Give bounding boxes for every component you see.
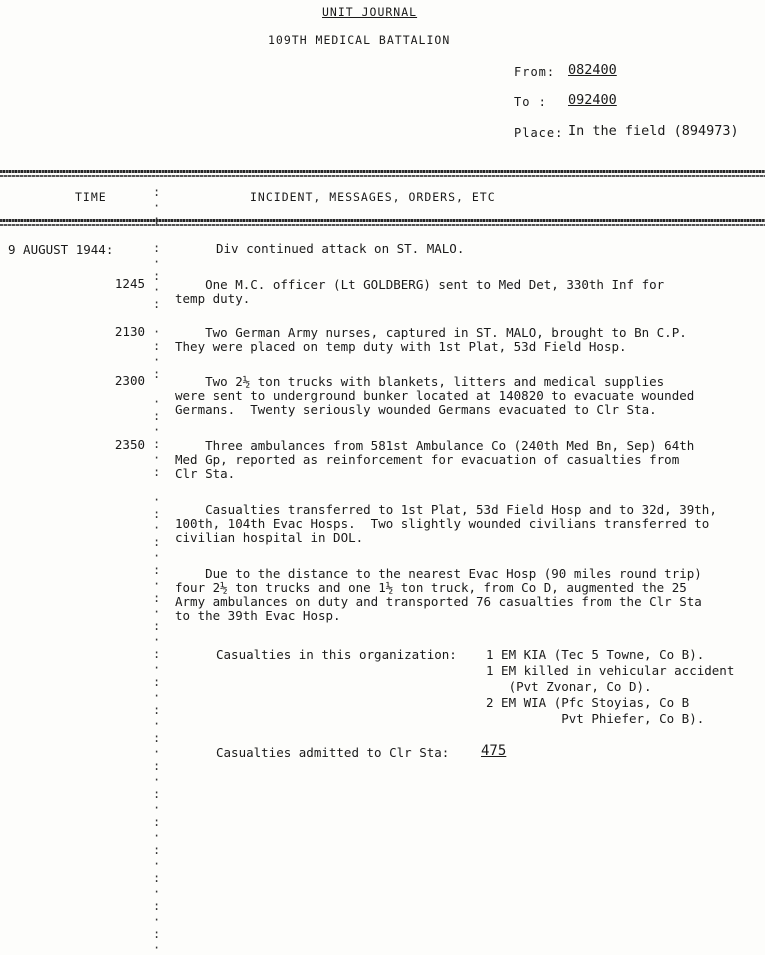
entry-line: They were placed on temp duty with 1st Plat, 53d Field Hosp. <box>175 339 627 354</box>
casualty-item: 1 EM KIA (Tec 5 Towne, Co B). <box>486 647 705 662</box>
journal-date: 9 AUGUST 1944: <box>8 242 114 257</box>
casualty-item: 2 EM WIA (Pfc Stoyias, Co B <box>486 695 690 710</box>
admitted-value: 475 <box>481 743 507 759</box>
entry-line: Med Gp, reported as reinforcement for evacuation of casualties from <box>175 452 680 467</box>
entry-3 <box>175 375 755 417</box>
entry-5 <box>175 503 755 545</box>
entry-time: 2300 <box>114 373 145 388</box>
casualty-item: Pvt Phiefer, Co B). <box>486 711 705 726</box>
entry-line: Two German Army nurses, captured in ST. MALO, brought to Bn C.P. <box>175 325 687 340</box>
entry-6 <box>175 567 755 623</box>
entry-line: Clr Sta. <box>175 466 236 481</box>
entry-2 <box>175 326 755 354</box>
entry-line: Due to the distance to the nearest Evac Hosp (90 miles round trip) <box>175 566 702 581</box>
top-rule <box>0 170 765 173</box>
header-bottom-rule-2 <box>0 224 765 226</box>
journal-title: UNIT JOURNAL <box>322 5 418 19</box>
casualties-label: Casualties in this organization: <box>216 647 457 662</box>
entry-line: Germans. Twenty seriously wounded Germans evacuated to Clr Sta. <box>175 402 657 417</box>
entry-0 <box>216 242 765 256</box>
entry-line: to the 39th Evac Hosp. <box>175 608 341 623</box>
entry-line: were sent to underground bunker located at 140820 to evacuate wounded <box>175 388 695 403</box>
to-label: To : <box>514 95 547 109</box>
entry-line: temp duty. <box>175 291 251 306</box>
column-separator: : · : : · : · : · : · : · : · : · : · : · : · : · : · : · : · : · : · : · : · : · : · : · : · : · : · <box>153 185 161 955</box>
entry-line: Div continued attack on ST. MALO. <box>216 241 465 256</box>
to-value: 092400 <box>568 92 617 108</box>
admitted-label: Casualties admitted to Clr Sta: <box>216 745 450 760</box>
top-rule-2 <box>0 175 765 177</box>
entry-line: Three ambulances from 581st Ambulance Co (240th Med Bn, Sep) 64th <box>175 438 695 453</box>
entry-line: 100th, 104th Evac Hosps. Two slightly wounded civilians transferred to <box>175 516 710 531</box>
entry-line: four 2½ ton trucks and one 1½ ton truck, from Co D, augmented the 25 <box>175 580 687 595</box>
entry-time: 2130 <box>114 324 145 339</box>
entry-time: 2350 <box>114 437 145 452</box>
entry-4 <box>175 439 755 481</box>
entry-line: Two 2½ ton trucks with blankets, litters and medical supplies <box>175 374 665 389</box>
entry-1 <box>175 278 755 306</box>
from-value: 082400 <box>568 62 617 78</box>
entry-line: civilian hospital in DOL. <box>175 530 364 545</box>
casualty-item: 1 EM killed in vehicular accident <box>486 663 735 678</box>
entry-line: Army ambulances on duty and transported 76 casualties from the Clr Sta <box>175 594 702 609</box>
place-label: Place: <box>514 126 564 140</box>
from-label: From: <box>514 65 556 79</box>
entry-line: Casualties transferred to 1st Plat, 53d Field Hosp and to 32d, 39th, <box>175 502 717 517</box>
casualty-item: (Pvt Zvonar, Co D). <box>486 679 652 694</box>
place-value: In the field (894973) <box>568 123 739 139</box>
entry-line: One M.C. officer (Lt GOLDBERG) sent to Med Det, 330th Inf for <box>175 277 665 292</box>
unit-name: 109TH MEDICAL BATTALION <box>268 33 451 47</box>
column-header-time: TIME <box>75 190 107 204</box>
header-bottom-rule <box>0 219 765 222</box>
column-header-incident: INCIDENT, MESSAGES, ORDERS, ETC <box>250 190 496 204</box>
entry-time: 1245 <box>114 276 145 291</box>
